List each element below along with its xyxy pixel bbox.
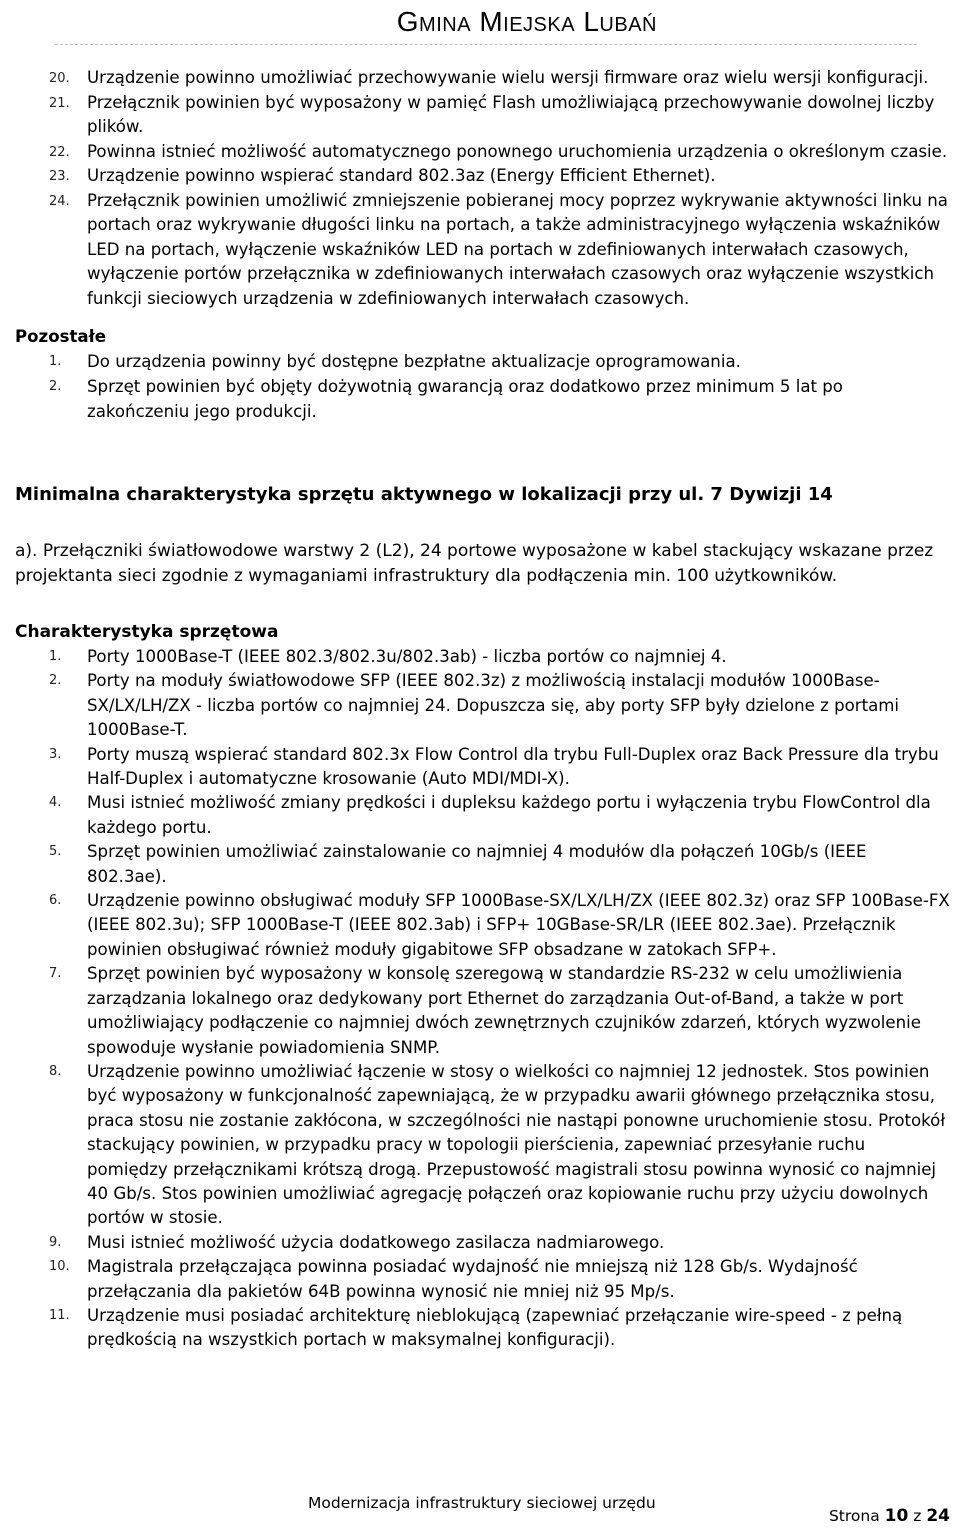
list-item <box>15 189 950 312</box>
page-header <box>0 0 960 48</box>
list-item <box>15 962 950 1060</box>
list-number: 1. <box>49 649 62 664</box>
list-item <box>15 349 950 374</box>
charakterystyka-list <box>15 645 950 1353</box>
list-text: Musi istnieć możliwość użycia dodatkowego zasilacza nadmiarowego. <box>87 1232 665 1252</box>
list-text: Przełącznik powinien być wyposażony w pamięć Flash umożliwiającą przechowywanie dowolnej liczby plików. <box>87 92 935 136</box>
section-heading-pozostale: Pozostałe <box>15 327 107 346</box>
list-item <box>15 645 950 669</box>
section-heading-charakterystyka: Charakterystyka sprzętowa <box>15 622 279 642</box>
list-text: Porty na moduły światłowodowe SFP (IEEE 802.3z) z możliwością instalacji modułów 1000Base-SX/LX/LH/ZX - liczba portów co najmniej 24. Dopuszcza się, aby porty SFP były dzielone z portami 1000Base-T. <box>87 671 900 740</box>
list-text: Urządzenie musi posiadać architekturę nieblokującą (zapewniać przełączanie wire-speed - z pełną prędkością na wszystkich portach w maksymalnej konfiguracji). <box>87 1305 903 1350</box>
header-divider <box>55 44 917 45</box>
list-number: 1. <box>49 354 62 369</box>
list-number: 8. <box>49 1063 62 1079</box>
list-number: 2. <box>49 673 62 689</box>
list-number: 7. <box>49 966 62 982</box>
list-text: Sprzęt powinien być wyposażony w konsolę szeregową w standardzie RS-232 w celu umożliwienia zarządzania lokalnego oraz dedykowany port Ethernet do zarządzania Out-of-Band, a także w port umożliwiający podłączenie co najmniej dwóch zewnętrznych czujników zdarzeń, których wyzwolenie spowoduje wysłanie powiadomienia SNMP. <box>87 964 921 1057</box>
list-number: 20. <box>49 71 70 86</box>
page-number <box>829 1506 950 1526</box>
page-footer <box>0 1492 960 1530</box>
list-number: 5. <box>49 844 62 860</box>
section-title: Minimalna charakterystyka sprzętu aktywnego w lokalizacji przy ul. 7 Dywizji 14 <box>15 484 833 505</box>
list-item <box>15 889 950 962</box>
list-item <box>15 91 950 140</box>
list-text: Sprzęt powinien być objęty dożywotnią gwarancją oraz dodatkowo przez minimum 5 lat po zakończeniu jego produkcji. <box>87 377 843 421</box>
list-item <box>15 743 950 792</box>
list-text: Do urządzenia powinny być dostępne bezpłatne aktualizacje oprogramowania. <box>87 352 741 371</box>
list-number: 24. <box>49 193 70 209</box>
section-intro: a). Przełączniki światłowodowe warstwy 2 (L2), 24 portowe wyposażone w kabel stackujący wskazane przez projektanta sieci zgodnie z wymaganiami infrastruktury dla podłączenia min. 100 użytkowników. <box>15 541 934 586</box>
list-item <box>15 164 950 189</box>
list-text: Urządzenie powinno wspierać standard 802.3az (Energy Efficient Ethernet). <box>87 166 716 185</box>
list-text: Magistrala przełączająca powinna posiadać wydajność nie mniejszą niż 128 Gb/s. Wydajność przełączania dla pakietów 64B powinna wynosić nie mniej niż 95 Mp/s. <box>87 1257 858 1301</box>
page-total: 24 <box>926 1506 950 1526</box>
list-text: Urządzenie powinno umożliwiać przechowywanie wielu wersji firmware oraz wielu wersji konfiguracji. <box>87 68 929 87</box>
list-text: Przełącznik powinien umożliwić zmniejszenie pobieranej mocy poprzez wykrywanie aktywności linku na portach oraz wykrywanie długości linku na portach, a także administracyjnego wyłączenia wskaźników LED na portach, wyłączenie wskaźników LED na portach w zdefiniowanych interwałach czasowych, wyłączenie portów przełącznika w zdefiniowanych interwałach czasowych oraz wyłączenie wszystkich funkcji sieciowych urządzenia w zdefiniowanych interwałach czasowych. <box>87 190 948 308</box>
list-number: 11. <box>49 1307 70 1323</box>
pozostale-list <box>15 349 950 424</box>
list-item <box>15 840 950 889</box>
list-item <box>15 66 950 91</box>
list-number: 21. <box>49 95 70 111</box>
list-item <box>15 374 950 424</box>
list-number: 4. <box>49 795 62 811</box>
list-text: Urządzenie powinno umożliwiać łączenie w stosy o wielkości co najmniej 12 jednostek. Stos powinien być wyposażony w funkcjonalność zapewniającą, że w przypadku awarii głównego przełącznika stosu, praca stosu nie zostanie zakłócona, w szczególności nie nastąpi ponowne uruchomienie stosu. Protokół stackujący powinien, w przypadku pracy w topologii pierścienia, zapewniać przesyłanie ruchu pomiędzy przełącznikami krótszą drogą. Przepustowość magistrali stosu powinna wynosić co najmniej 40 Gb/s. Stos powinien umożliwiać agregację połączeń oraz kopiowanie ruchu przy użyciu dowolnych portów w stosie. <box>87 1061 946 1228</box>
list-item <box>15 791 950 840</box>
list-item <box>15 140 950 165</box>
list-item <box>15 1060 950 1231</box>
list-number: 9. <box>49 1234 62 1250</box>
list-text: Powinna istnieć możliwość automatycznego ponownego uruchomienia urządzenia o określonym czasie. <box>87 141 948 161</box>
list-item <box>15 1255 950 1304</box>
page-current: 10 <box>884 1506 909 1526</box>
list-item <box>15 669 950 742</box>
document-body <box>15 66 950 1353</box>
header-title: Gmina Miejska Lubań <box>396 6 657 37</box>
list-text: Musi istnieć możliwość zmiany prędkości i dupleksu każdego portu i wyłączenia trybu FlowControl dla każdego portu. <box>87 793 931 837</box>
list-number: 22. <box>49 144 70 160</box>
list-item <box>15 1231 950 1255</box>
footer-text: Modernizacja infrastruktury sieciowej urzędu <box>308 1494 656 1512</box>
requirements-list-continued <box>15 66 950 311</box>
list-text: Porty 1000Base-T (IEEE 802.3/802.3u/802.3ab) - liczba portów co najmniej 4. <box>87 647 727 666</box>
list-number: 10. <box>49 1259 70 1275</box>
page-prefix: Strona <box>828 1507 880 1525</box>
list-number: 23. <box>49 169 70 184</box>
list-text: Urządzenie powinno obsługiwać moduły SFP 1000Base-SX/LX/LH/ZX (IEEE 802.3z) oraz SFP 100Base-FX (IEEE 802.3u); SFP 1000Base-T (IEEE 802.3ab) i SFP+ 10GBase-SR/LR (IEEE 802.3ae). Przełącznik powinien obsługiwać również moduły gigabitowe SFP obsadzane w zatokach SFP+. <box>87 891 950 959</box>
page-of: z <box>913 1507 922 1525</box>
list-number: 3. <box>49 746 62 762</box>
list-item <box>15 1304 950 1353</box>
list-number: 6. <box>49 893 62 909</box>
list-text: Porty muszą wspierać standard 802.3x Flow Control dla trybu Full-Duplex oraz Back Pressure dla trybu Half-Duplex i automatyczne krosowanie (Auto MDI/MDI-X). <box>87 744 939 789</box>
list-number: 2. <box>49 379 62 394</box>
list-text: Sprzęt powinien umożliwiać zainstalowanie co najmniej 4 modułów dla połączeń 10Gb/s (IEEE 802.3ae). <box>87 842 867 886</box>
